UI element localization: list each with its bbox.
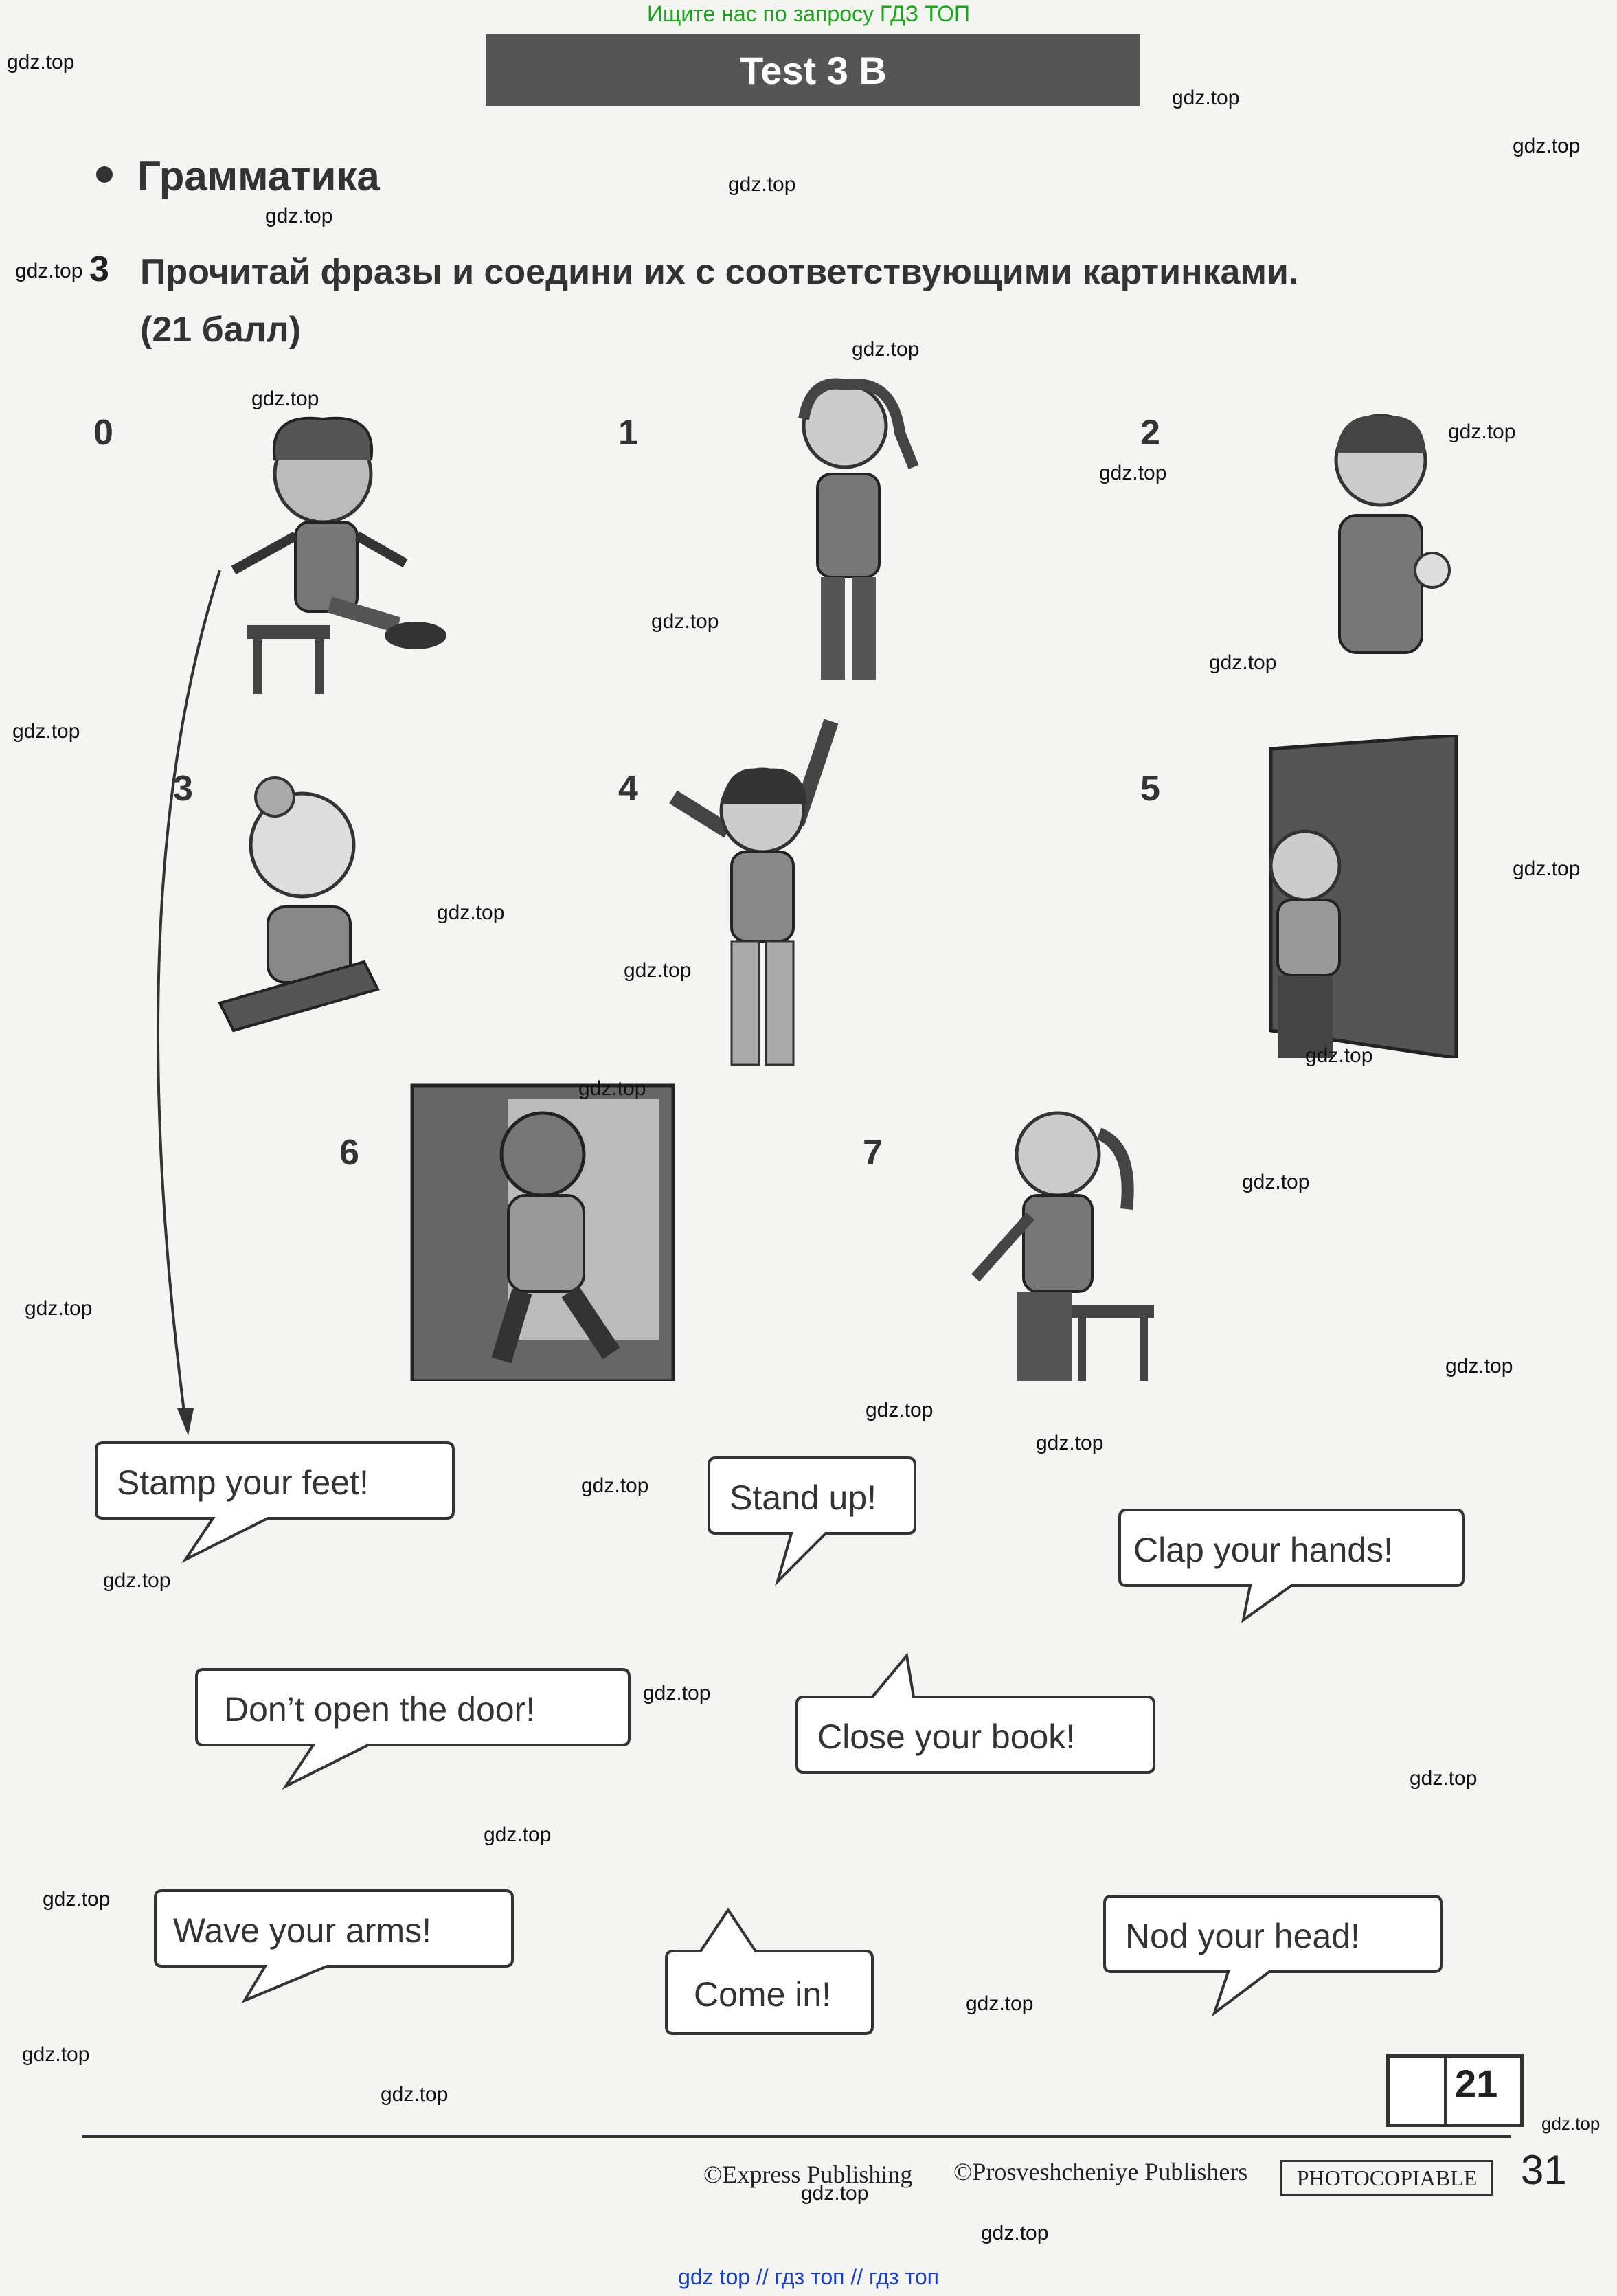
task-line-1: Прочитай фразы и соедини их с соответствующими картинками.	[140, 252, 1299, 292]
picture-number-2: 2	[1140, 413, 1160, 453]
picture-number-0: 0	[93, 413, 113, 453]
task-instruction	[140, 249, 1298, 353]
phrase-stamp: Stamp your feet!	[117, 1463, 369, 1502]
task-line-2: (21 балл)	[140, 310, 302, 350]
watermark: gdz.top	[1541, 2113, 1601, 2134]
watermark: gdz.top	[381, 2083, 449, 2106]
watermark: gdz.top	[643, 1682, 711, 1704]
watermark: gdz.top	[15, 260, 83, 282]
bubble-stand-up[interactable]	[702, 1451, 922, 1588]
publisher-prosveshcheniye: ©Prosveshcheniye Publishers	[953, 2158, 1248, 2185]
watermark: gdz.top	[1242, 1171, 1310, 1193]
publisher-express: ©Express Publishing	[703, 2161, 913, 2188]
illustration-4-waving-girl	[659, 708, 879, 1079]
top-search-link[interactable]: Ищите нас по запросу ГДЗ ТОП	[647, 1, 970, 26]
watermark: gdz.top	[1172, 87, 1240, 109]
watermark: gdz.top	[437, 901, 505, 924]
picture-number-4: 4	[618, 769, 638, 809]
watermark: gdz.top	[1209, 651, 1277, 674]
watermark: gdz.top	[12, 720, 80, 743]
bottom-links[interactable]: gdz top // гдз топ // гдз топ	[678, 2264, 939, 2289]
watermark: gdz.top	[103, 1569, 171, 1592]
watermark: gdz.top	[1448, 420, 1516, 443]
bubble-wave-your-arms[interactable]	[148, 1884, 519, 2007]
test-header: Test 3 B	[486, 34, 1140, 106]
section-title: Грамматика	[137, 153, 380, 199]
watermark: gdz.top	[251, 387, 319, 410]
bubble-come-in[interactable]	[659, 1903, 879, 2040]
phrase-close: Close your book!	[817, 1718, 1076, 1756]
watermark: gdz.top	[1305, 1044, 1373, 1067]
watermark: gdz.top	[43, 1888, 111, 1911]
phrase-clap: Clap your hands!	[1133, 1531, 1394, 1569]
illustration-6-open-door-boy	[405, 1079, 680, 1381]
watermark: gdz.top	[1099, 462, 1167, 484]
watermark: gdz.top	[578, 1077, 646, 1100]
photocopiable-label: PHOTOCOPIABLE	[1280, 2160, 1493, 2196]
picture-number-3: 3	[173, 769, 193, 809]
bubble-nod-your-head[interactable]	[1098, 1889, 1448, 2020]
phrase-nod: Nod your head!	[1125, 1917, 1360, 1955]
watermark: gdz.top	[25, 1297, 93, 1320]
watermark: gdz.top	[1513, 857, 1581, 880]
phrase-wave: Wave your arms!	[173, 1911, 432, 1950]
watermark: gdz.top	[1513, 135, 1581, 157]
page-number: 31	[1521, 2147, 1567, 2193]
watermark: gdz.top	[801, 2182, 869, 2205]
watermark: gdz.top	[624, 959, 692, 982]
watermark: gdz.top	[651, 610, 719, 633]
connecting-arrow	[103, 550, 240, 1443]
watermark: gdz.top	[1445, 1355, 1513, 1377]
bubble-close-your-book[interactable]	[790, 1649, 1161, 1779]
watermark: gdz.top	[22, 2043, 90, 2066]
score-box-divider	[1444, 2058, 1447, 2124]
watermark: gdz.top	[966, 1992, 1034, 2015]
bubble-stamp-your-feet[interactable]	[89, 1436, 460, 1566]
watermark: gdz.top	[981, 2222, 1049, 2244]
picture-number-5: 5	[1140, 769, 1160, 809]
bullet-icon	[96, 166, 113, 183]
watermark: gdz.top	[728, 173, 796, 196]
watermark: gdz.top	[852, 338, 920, 361]
illustration-1-nodding-girl	[742, 357, 948, 701]
watermark: gdz.top	[7, 51, 75, 74]
picture-number-7: 7	[863, 1133, 883, 1173]
picture-number-6: 6	[339, 1133, 359, 1173]
watermark: gdz.top	[1036, 1432, 1104, 1454]
watermark: gdz.top	[484, 1823, 552, 1846]
watermark: gdz.top	[581, 1474, 649, 1497]
footer-rule	[82, 2135, 1511, 2138]
watermark: gdz.top	[265, 205, 333, 227]
watermark: gdz.top	[866, 1399, 934, 1421]
task-number: 3	[89, 249, 109, 289]
picture-number-1: 1	[618, 413, 638, 453]
phrase-come: Come in!	[694, 1975, 832, 2014]
bubble-dont-open-the-door[interactable]	[190, 1663, 636, 1793]
illustration-7-standing-up-girl	[955, 1079, 1188, 1395]
bubble-clap-your-hands[interactable]	[1113, 1503, 1470, 1627]
illustration-5-closing-door-boy	[1230, 735, 1470, 1058]
watermark: gdz.top	[1410, 1767, 1478, 1790]
score-value: 21	[1455, 2062, 1498, 2105]
phrase-door: Don’t open the door!	[224, 1690, 536, 1729]
phrase-stand: Stand up!	[730, 1478, 877, 1517]
